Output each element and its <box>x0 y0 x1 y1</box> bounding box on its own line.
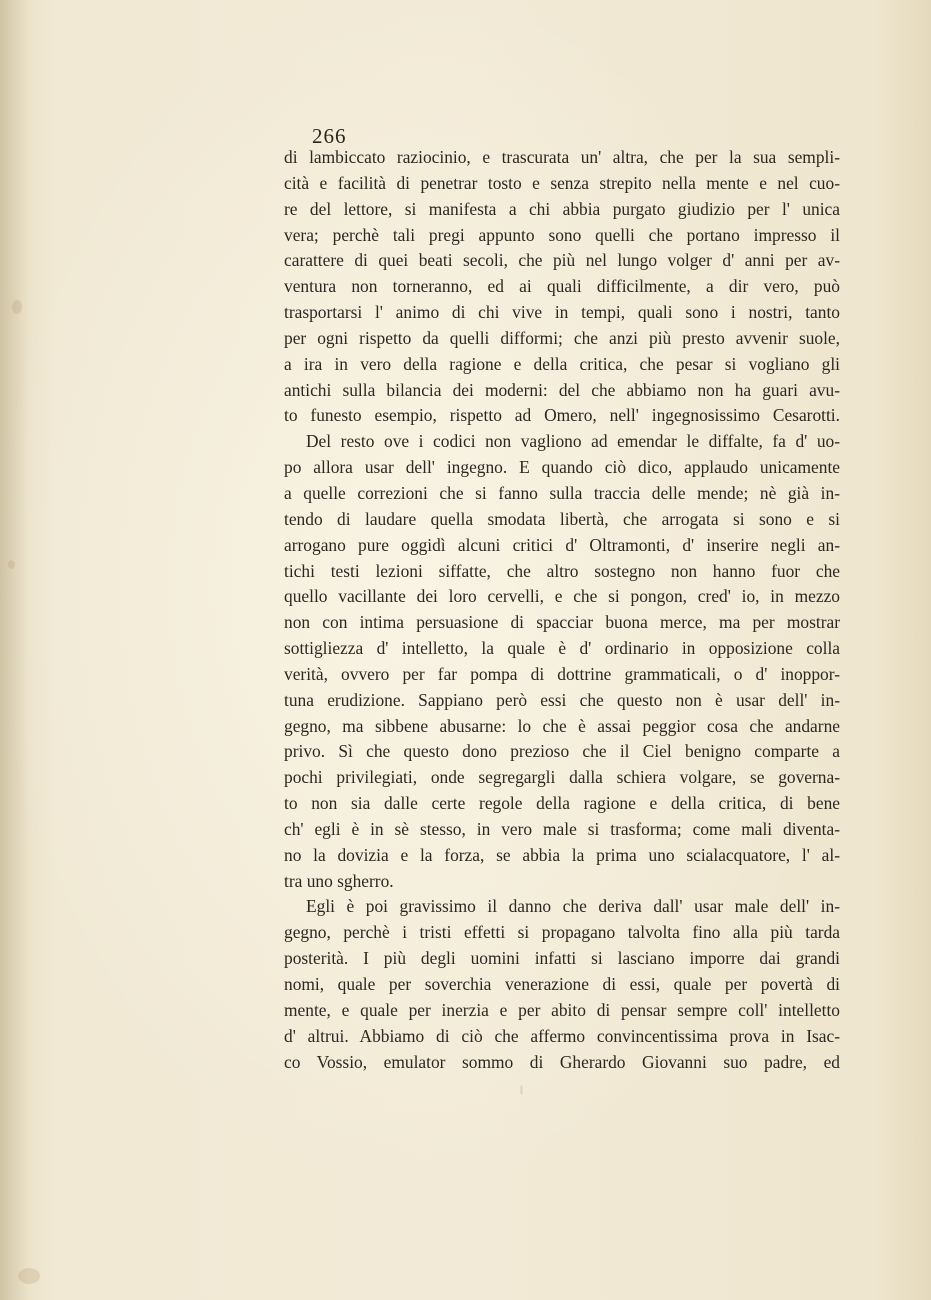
text-line: vera; perchè tali pregi appunto sono quelli che portano impresso il <box>284 224 840 245</box>
paragraph-end-line: tra uno sgherro. <box>284 870 394 891</box>
text-line: privo. Sì che questo dono prezioso che il Ciel benigno comparte a <box>284 741 840 762</box>
text-line: per ogni rispetto da quelli difformi; che anzi più presto avvenir suole, <box>284 327 840 348</box>
paragraph-start-line: Del resto ove i codici non vagliono ad emendar le diffalte, fa d' uo- <box>306 431 840 452</box>
text-line: arrogano pure oggidì alcuni critici d' Oltramonti, d' inserire negli an- <box>284 534 840 555</box>
foxing-spot <box>12 300 22 314</box>
text-line: a quelle correzioni che si fanno sulla traccia delle mende; nè già in- <box>284 482 840 503</box>
text-line: re del lettore, si manifesta a chi abbia purgato giudizio per l' unica <box>284 198 840 219</box>
foxing-spot <box>520 1085 523 1095</box>
text-line: to non sia dalle certe regole della ragione e della critica, di bene <box>284 793 840 814</box>
text-line: tuna erudizione. Sappiano però essi che questo non è usar dell' in- <box>284 689 840 710</box>
text-line: ch' egli è in sè stesso, in vero male si trasforma; come mali diventa- <box>284 818 840 839</box>
text-line: verità, ovvero per far pompa di dottrine grammaticali, o d' inoppor- <box>284 663 840 684</box>
text-line: di lambiccato raziocinio, e trascurata un' altra, che per la sua sempli- <box>284 147 840 167</box>
text-line: gegno, perchè i tristi effetti si propagano talvolta fino alla più tarda <box>284 922 840 943</box>
text-line: tichi testi lezioni siffatte, che altro sostegno non hanno fuor che <box>284 560 840 581</box>
text-line: to funesto esempio, rispetto ad Omero, nell' ingegnosissimo Cesarotti. <box>284 405 840 426</box>
text-line: carattere di quei beati secoli, che più nel lungo volger d' anni per av- <box>284 250 840 271</box>
text-line: pochi privilegiati, onde segregargli dalla schiera volgare, se governa- <box>284 767 840 788</box>
text-line: cità e facilità di penetrar tosto e senza strepito nella mente e nel cuo- <box>284 172 840 193</box>
text-line: non con intima persuasione di spacciar buona merce, ma per mostrar <box>284 612 840 633</box>
page-edge-shadow <box>0 0 28 1300</box>
text-line: sottigliezza d' intelletto, la quale è d' ordinario in opposizione colla <box>284 638 840 659</box>
text-line: no la dovizia e la forza, se abbia la prima uno scialacquatore, l' al- <box>284 844 840 865</box>
text-line: co Vossio, emulator sommo di Gherardo Giovanni suo padre, ed <box>284 1051 840 1072</box>
page-number: 266 <box>312 124 347 148</box>
paragraph-start-line: Egli è poi gravissimo il danno che deriva dall' usar male dell' in- <box>306 896 840 917</box>
text-line: antichi sulla bilancia dei moderni: del che abbiamo non ha guari avu- <box>284 379 840 400</box>
text-line: tendo di laudare quella smodata libertà, che arrogata si sono e si <box>284 508 840 529</box>
text-line: po allora usar dell' ingegno. E quando ciò dico, applaudo unicamente <box>284 457 840 478</box>
text-line: gegno, ma sibbene abusarne: lo che è assai peggior cosa che andarne <box>284 715 840 736</box>
text-line: quello vacillante dei loro cervelli, e che si pongon, cred' io, in mezzo <box>284 586 840 607</box>
body-text <box>284 145 840 1075</box>
text-line: nomi, quale per soverchia venerazione di essi, quale per povertà di <box>284 974 840 994</box>
text-line: mente, e quale per inerzia e per abito di pensar sempre coll' intelletto <box>284 999 840 1020</box>
text-line: trasportarsi l' animo di chi vive in tempi, quali sono i nostri, tanto <box>284 302 840 323</box>
text-line: ventura non torneranno, ed ai quali difficilmente, a dir vero, può <box>284 276 840 297</box>
text-line: a ira in vero della ragione e della critica, che pesar si vogliano gli <box>284 353 840 374</box>
foxing-spot <box>8 560 15 569</box>
text-line: d' altrui. Abbiamo di ciò che affermo convincentissima prova in Isac- <box>284 1025 840 1046</box>
text-line: posterità. I più degli uomini infatti si lasciano imporre dai grandi <box>284 948 840 969</box>
foxing-spot <box>18 1268 40 1284</box>
